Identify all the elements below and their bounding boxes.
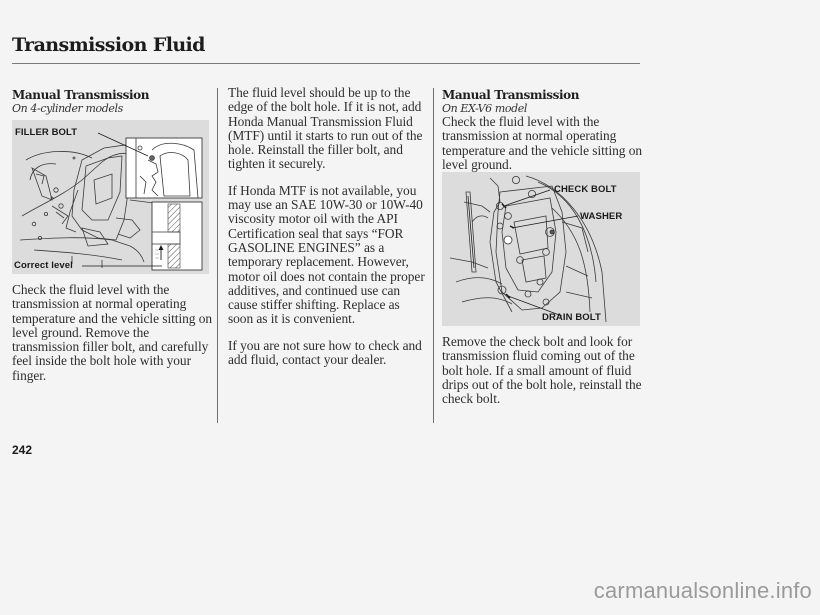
title-rule xyxy=(12,63,640,64)
drain-bolt-label: DRAIN BOLT xyxy=(542,312,601,323)
filler-bolt-label: FILLER BOLT xyxy=(15,127,78,138)
section-subheading: On EX-V6 model xyxy=(442,102,527,115)
section-heading: Manual Transmission xyxy=(442,88,580,102)
section-heading: Manual Transmission xyxy=(12,88,150,102)
column-divider-left xyxy=(217,88,218,423)
paragraph: Check the fluid level with the transmission at normal operating temperature and the vehicle sitting on level ground. xyxy=(442,114,643,172)
transmission-v6-drawing-icon xyxy=(442,172,640,326)
column-divider-right xyxy=(433,88,434,423)
check-bolt-illustration xyxy=(442,172,640,326)
middle-column xyxy=(228,86,428,367)
section-subheading: On 4-cylinder models xyxy=(12,102,123,115)
paragraph: The fluid level should be up to the edge of the bolt hole. If it is not, add Honda Manual Transmission Fluid (MTF) until it starts to run out of the hole. Reinstall the filler bolt, and tighten it securely. xyxy=(228,85,423,172)
left-column xyxy=(12,86,212,115)
paragraph: If you are not sure how to check and add fluid, contact your dealer. xyxy=(228,337,422,368)
filler-bolt-illustration xyxy=(12,120,209,274)
correct-level-label: Correct level xyxy=(14,260,73,271)
watermark: carmanualsonline.info xyxy=(593,578,812,603)
page-title: Transmission Fluid xyxy=(12,34,205,56)
washer-label: WASHER xyxy=(580,211,623,222)
transmission-4cyl-drawing-icon xyxy=(12,120,209,274)
paragraph: If Honda MTF is not available, you may use an SAE 10W-30 or 10W-40 viscosity motor oil with the API Certification seal that says “FOR GASOLINE ENGINES” as a temporary replacement. However, motor oil does not contain the proper additives, and continued use can cause stiffer shifting. Replace as soon as it is convenient. xyxy=(228,182,425,327)
page-number: 242 xyxy=(12,443,33,457)
paragraph: Check the fluid level with the transmission at normal operating temperature and the vehicle sitting on level ground. Remove the transmission filler bolt, and carefully feel inside the bolt hole with your finger. xyxy=(12,282,213,383)
right-column xyxy=(442,86,642,172)
paragraph: Remove the check bolt and look for transmission fluid coming out of the bolt hole. If a small amount of fluid drips out of the bolt hole, reinstall the check bolt. xyxy=(442,334,642,407)
left-column-body xyxy=(12,283,212,383)
check-bolt-label: CHECK BOLT xyxy=(554,184,617,195)
right-column-body xyxy=(442,335,642,406)
